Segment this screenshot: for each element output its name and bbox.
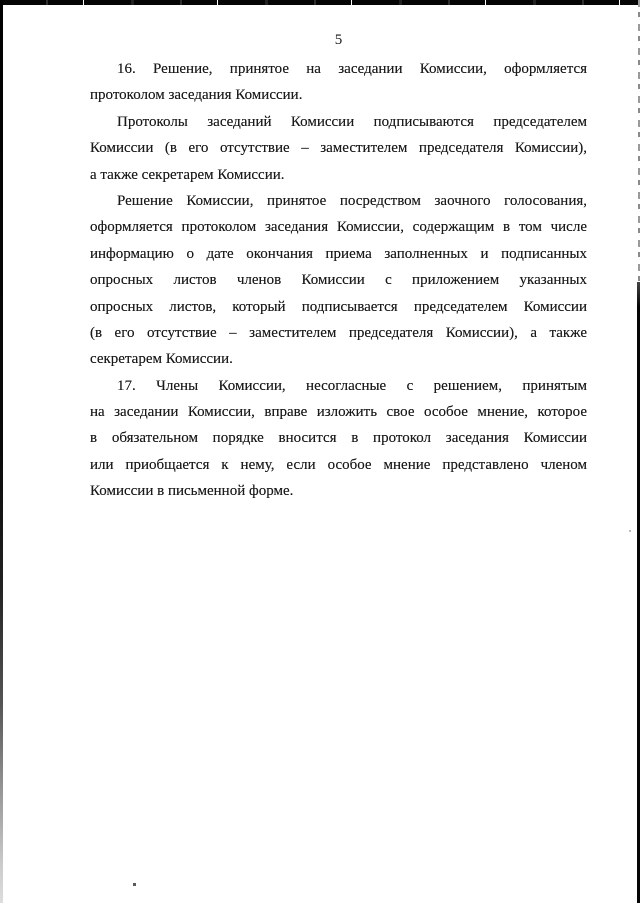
text-line: или приобщается к нему, если особое мнение представлено членом	[90, 456, 587, 473]
text-line: 16. Решение, принятое на заседании Комиссии, оформляется	[117, 61, 587, 77]
text-line: опросных листов членов Комиссии с приложением указанных	[90, 272, 587, 289]
text-line: информацию о дате окончания приема заполненных и подписанных	[90, 245, 587, 262]
scan-edge-top	[0, 0, 640, 5]
text-line: Протоколы заседаний Комиссии подписываются председателем	[117, 113, 587, 130]
text-line: на заседании Комиссии, вправе изложить свое особое мнение, которое	[90, 404, 587, 421]
paragraph-17	[90, 373, 587, 505]
text-line: Комиссии (в его отсутствие – заместителем председателя Комиссии),	[90, 140, 587, 157]
text-line: в обязательном порядке вносится в протокол заседания Комиссии	[90, 430, 587, 447]
text-line: опросных листов, который подписывается председателем Комиссии	[90, 298, 587, 315]
text-line: 17. Члены Комиссии, несогласные с решением, принятым	[117, 377, 587, 394]
scan-speck	[133, 883, 136, 886]
text-line: секретарем Комиссии.	[90, 351, 233, 368]
scan-edge-left	[0, 0, 3, 903]
text-line: а также секретарем Комиссии.	[90, 166, 285, 183]
paragraph-16	[90, 56, 587, 109]
text-line: Решение Комиссии, принятое посредством заочного голосования,	[117, 192, 587, 209]
page-number: 5	[334, 32, 343, 48]
text-line: оформляется протоколом заседания Комиссии, содержащим в том числе	[90, 219, 587, 236]
text-line: Комиссии в письменной форме.	[90, 483, 294, 500]
text-line: (в его отсутствие – заместителем председателя Комиссии), а также	[90, 324, 587, 341]
paragraph-protocols	[90, 109, 587, 188]
document-body	[90, 56, 587, 505]
text-line: протоколом заседания Комиссии.	[90, 87, 303, 104]
paragraph-absentee-voting	[90, 188, 587, 373]
scan-speck-faint	[629, 530, 631, 532]
